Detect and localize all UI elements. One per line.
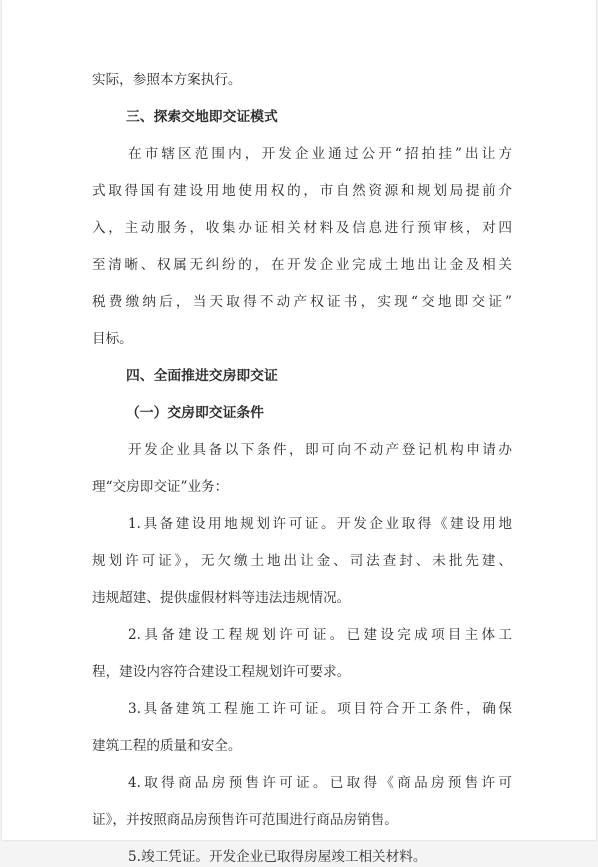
- paragraph-line: 入，主动服务，收集办证相关材料及信息进行预审核，对四: [92, 220, 512, 236]
- paragraph-line: 式取得国有建设用地使用权的，市自然资源和规划局提前介: [92, 183, 512, 199]
- list-item-1: 1.具备建设用地规划许可证。开发企业取得《建设用地: [128, 516, 512, 532]
- paragraph-line: 至清晰、权属无纠纷的，在开发企业完成土地出让金及相关: [92, 257, 512, 273]
- list-item-4: 4.取得商品房预售许可证。已取得《商品房预售许可: [128, 775, 512, 791]
- subsection-heading-1: （一）交房即交证条件: [126, 405, 264, 421]
- paragraph-line: 开发企业具备以下条件，即可向不动产登记机构申请办: [128, 442, 512, 458]
- paragraph-line: 理“交房即交证”业务：: [92, 479, 229, 495]
- paragraph-line: 证》，并按照商品房预售许可范围进行商品房销售。: [92, 812, 398, 828]
- paragraph-line: 税费缴纳后，当天取得不动产权证书，实现“交地即交证”: [92, 294, 512, 310]
- paragraph-line: 违规超建、提供虚假材料等违法违规情况。: [92, 590, 351, 606]
- list-item-2: 2.具备建设工程规划许可证。已建设完成项目主体工: [128, 627, 512, 643]
- paragraph-line: 在市辖区范围内，开发企业通过公开“招拍挂”出让方: [128, 146, 512, 162]
- section-heading-4: 四、全面推进交房即交证: [126, 368, 278, 384]
- paragraph-line: 规划许可证》，无欠缴土地出让金、司法查封、未批先建、: [92, 553, 512, 569]
- section-heading-3: 三、探索交地即交证模式: [126, 109, 278, 125]
- paragraph-line: 建筑工程的质量和安全。: [92, 738, 242, 754]
- document-page: [2, 0, 596, 865]
- list-item-5: 5.竣工凭证。开发企业已取得房屋竣工相关材料。: [128, 849, 427, 865]
- paragraph-line: 目标。: [92, 331, 133, 347]
- paragraph-line: 程，建设内容符合建设工程规划许可要求。: [92, 664, 351, 680]
- paragraph-line: 实际，参照本方案执行。: [92, 72, 242, 88]
- list-item-3: 3.具备建筑工程施工许可证。项目符合开工条件，确保: [128, 701, 512, 717]
